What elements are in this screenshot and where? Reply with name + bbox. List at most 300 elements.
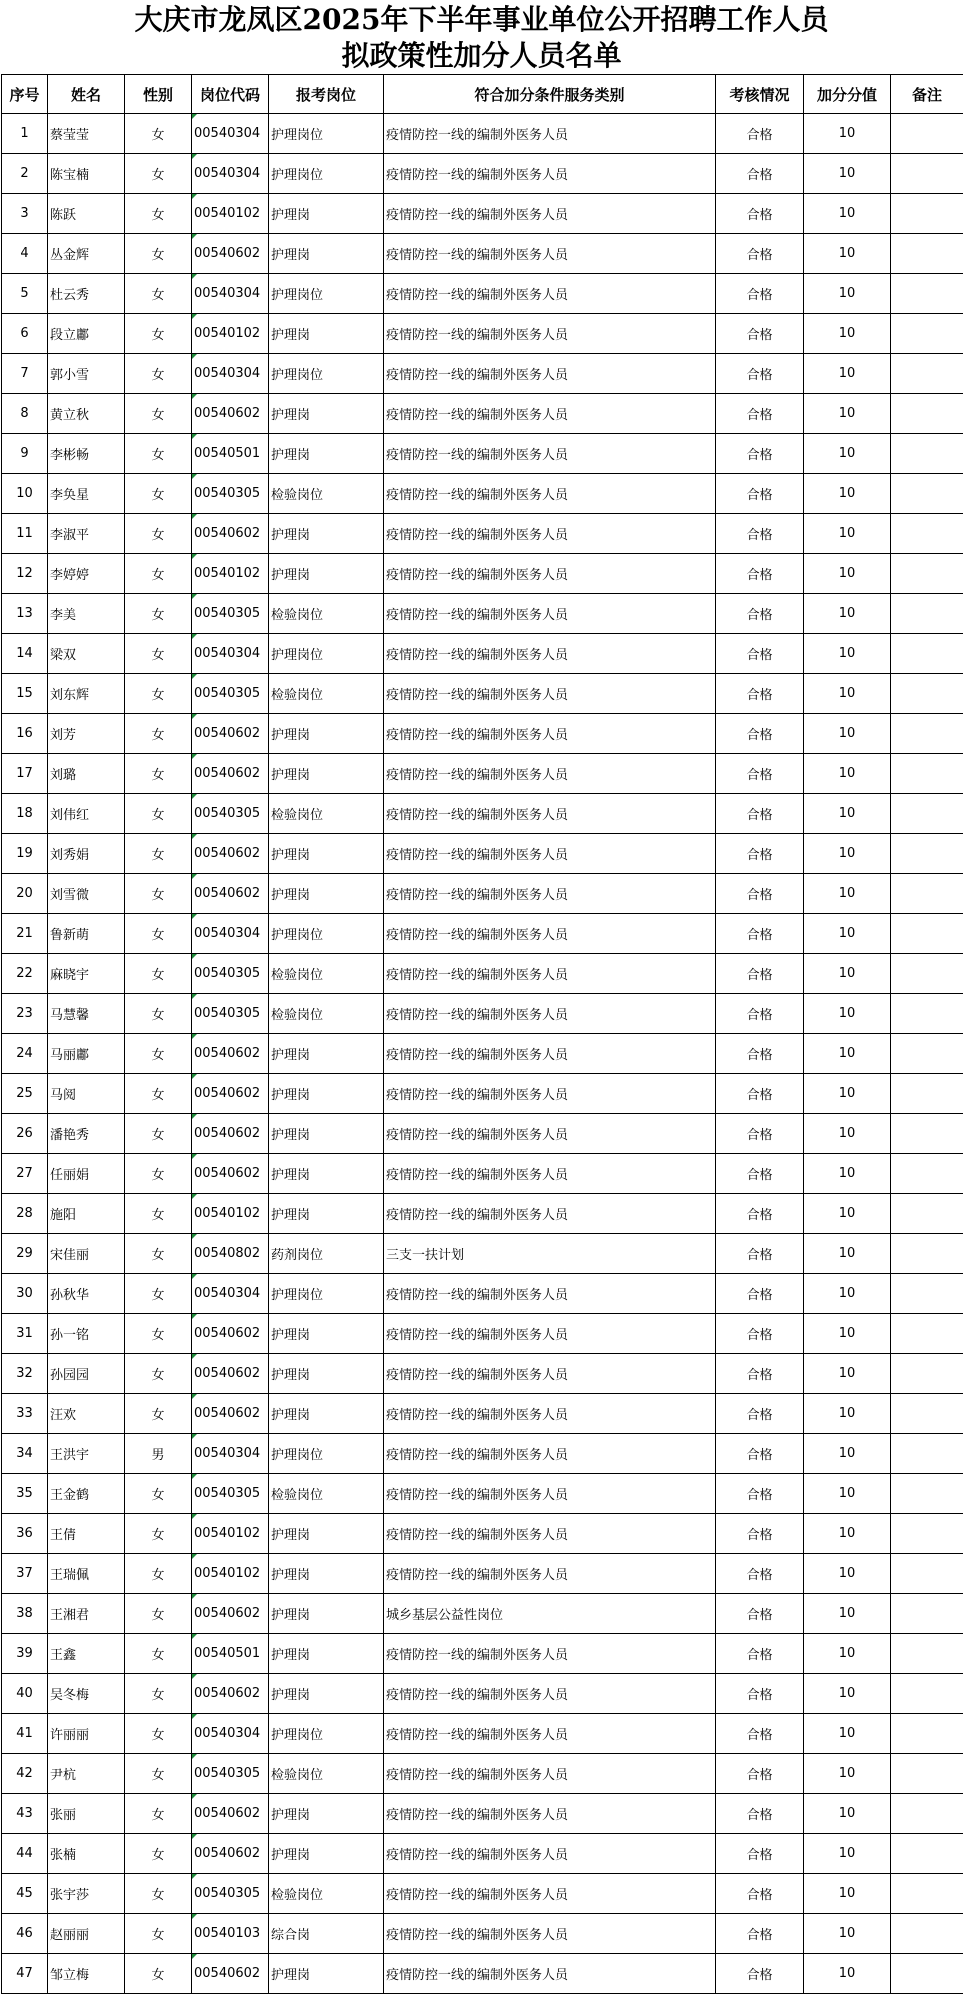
cell-applied-post: 护理岗 [269, 1314, 384, 1354]
cell-applied-post: 护理岗位 [269, 154, 384, 194]
header-post-code: 岗位代码 [192, 75, 269, 114]
cell-remarks [891, 1154, 963, 1194]
cell-bonus-points: 10 [804, 154, 891, 194]
cell-gender: 女 [125, 1314, 192, 1354]
cell-assessment: 合格 [716, 1074, 804, 1114]
table-row [2, 314, 963, 354]
cell-assessment: 合格 [716, 634, 804, 674]
table-row [2, 1634, 963, 1674]
cell-assessment: 合格 [716, 1154, 804, 1194]
cell-name: 尹杭 [48, 1754, 125, 1794]
cell-gender: 女 [125, 474, 192, 514]
table-row [2, 794, 963, 834]
cell-assessment: 合格 [716, 1434, 804, 1474]
cell-remarks [891, 1394, 963, 1434]
cell-assessment: 合格 [716, 434, 804, 474]
cell-applied-post: 护理岗 [269, 554, 384, 594]
table-row [2, 1674, 963, 1714]
cell-remarks [891, 1514, 963, 1554]
cell-applied-post: 护理岗位 [269, 354, 384, 394]
cell-seq: 1 [2, 114, 48, 154]
cell-post-code: 00540305 [192, 1474, 269, 1514]
cell-name: 李美 [48, 594, 125, 634]
cell-name: 陈宝楠 [48, 154, 125, 194]
table-row [2, 954, 963, 994]
cell-seq: 12 [2, 554, 48, 594]
cell-applied-post: 护理岗 [269, 1554, 384, 1594]
cell-remarks [891, 634, 963, 674]
cell-bonus-points: 10 [804, 1674, 891, 1714]
cell-post-code: 00540802 [192, 1234, 269, 1274]
cell-remarks [891, 1714, 963, 1754]
cell-assessment: 合格 [716, 1834, 804, 1874]
cell-seq: 25 [2, 1074, 48, 1114]
cell-post-code: 00540602 [192, 1074, 269, 1114]
cell-remarks [891, 1794, 963, 1834]
cell-applied-post: 护理岗位 [269, 114, 384, 154]
cell-name: 汪欢 [48, 1394, 125, 1434]
cell-gender: 女 [125, 1594, 192, 1634]
table-row [2, 994, 963, 1034]
table-row [2, 1034, 963, 1074]
cell-post-code: 00540102 [192, 1194, 269, 1234]
cell-name: 王倩 [48, 1514, 125, 1554]
cell-assessment: 合格 [716, 1754, 804, 1794]
cell-post-code: 00540305 [192, 954, 269, 994]
cell-assessment: 合格 [716, 1794, 804, 1834]
cell-assessment: 合格 [716, 1274, 804, 1314]
cell-gender: 男 [125, 1434, 192, 1474]
cell-bonus-points: 10 [804, 1074, 891, 1114]
table-row [2, 194, 963, 234]
cell-gender: 女 [125, 634, 192, 674]
cell-service-category: 疫情防控一线的编制外医务人员 [384, 514, 716, 554]
cell-remarks [891, 1034, 963, 1074]
cell-bonus-points: 10 [804, 1954, 891, 1994]
table-row [2, 1394, 963, 1434]
cell-gender: 女 [125, 1114, 192, 1154]
cell-remarks [891, 914, 963, 954]
cell-remarks [891, 114, 963, 154]
cell-service-category: 疫情防控一线的编制外医务人员 [384, 1394, 716, 1434]
cell-gender: 女 [125, 114, 192, 154]
cell-gender: 女 [125, 754, 192, 794]
cell-service-category: 疫情防控一线的编制外医务人员 [384, 754, 716, 794]
cell-post-code: 00540304 [192, 1714, 269, 1754]
header-bonus-points: 加分分值 [804, 75, 891, 114]
cell-service-category: 疫情防控一线的编制外医务人员 [384, 1754, 716, 1794]
cell-post-code: 00540305 [192, 1874, 269, 1914]
cell-remarks [891, 994, 963, 1034]
cell-bonus-points: 10 [804, 314, 891, 354]
cell-bonus-points: 10 [804, 1594, 891, 1634]
cell-name: 王湘君 [48, 1594, 125, 1634]
cell-post-code: 00540102 [192, 554, 269, 594]
header-assessment: 考核情况 [716, 75, 804, 114]
cell-name: 刘雪微 [48, 874, 125, 914]
cell-applied-post: 护理岗位 [269, 634, 384, 674]
cell-remarks [891, 314, 963, 354]
cell-applied-post: 护理岗 [269, 1794, 384, 1834]
cell-post-code: 00540602 [192, 1114, 269, 1154]
table-row [2, 154, 963, 194]
cell-bonus-points: 10 [804, 1754, 891, 1794]
cell-seq: 3 [2, 194, 48, 234]
cell-seq: 34 [2, 1434, 48, 1474]
cell-gender: 女 [125, 794, 192, 834]
cell-bonus-points: 10 [804, 1114, 891, 1154]
cell-applied-post: 护理岗 [269, 874, 384, 914]
cell-name: 刘璐 [48, 754, 125, 794]
cell-bonus-points: 10 [804, 434, 891, 474]
cell-gender: 女 [125, 1874, 192, 1914]
cell-remarks [891, 1554, 963, 1594]
cell-name: 吴冬梅 [48, 1674, 125, 1714]
cell-service-category: 疫情防控一线的编制外医务人员 [384, 1274, 716, 1314]
cell-name: 马阅 [48, 1074, 125, 1114]
cell-bonus-points: 10 [804, 1154, 891, 1194]
cell-name: 马慧馨 [48, 994, 125, 1034]
cell-gender: 女 [125, 1514, 192, 1554]
cell-post-code: 00540602 [192, 874, 269, 914]
cell-remarks [891, 954, 963, 994]
cell-post-code: 00540501 [192, 1634, 269, 1674]
table-row [2, 354, 963, 394]
cell-bonus-points: 10 [804, 834, 891, 874]
table-row [2, 1794, 963, 1834]
cell-post-code: 00540602 [192, 1314, 269, 1354]
cell-seq: 38 [2, 1594, 48, 1634]
table-row [2, 1474, 963, 1514]
cell-assessment: 合格 [716, 1954, 804, 1994]
cell-seq: 4 [2, 234, 48, 274]
cell-name: 刘东辉 [48, 674, 125, 714]
cell-name: 刘芳 [48, 714, 125, 754]
cell-post-code: 00540304 [192, 1274, 269, 1314]
cell-gender: 女 [125, 1914, 192, 1954]
cell-bonus-points: 10 [804, 1314, 891, 1354]
cell-post-code: 00540602 [192, 1154, 269, 1194]
cell-seq: 20 [2, 874, 48, 914]
cell-bonus-points: 10 [804, 1914, 891, 1954]
cell-seq: 46 [2, 1914, 48, 1954]
cell-gender: 女 [125, 1754, 192, 1794]
cell-remarks [891, 1674, 963, 1714]
cell-service-category: 城乡基层公益性岗位 [384, 1594, 716, 1634]
cell-service-category: 疫情防控一线的编制外医务人员 [384, 1874, 716, 1914]
cell-applied-post: 综合岗 [269, 1914, 384, 1954]
cell-post-code: 00540602 [192, 1594, 269, 1634]
cell-post-code: 00540304 [192, 274, 269, 314]
cell-post-code: 00540304 [192, 914, 269, 954]
cell-seq: 8 [2, 394, 48, 434]
cell-remarks [891, 234, 963, 274]
cell-applied-post: 护理岗 [269, 834, 384, 874]
cell-post-code: 00540304 [192, 154, 269, 194]
cell-applied-post: 护理岗 [269, 1354, 384, 1394]
cell-service-category: 疫情防控一线的编制外医务人员 [384, 834, 716, 874]
cell-post-code: 00540602 [192, 1954, 269, 1994]
cell-service-category: 疫情防控一线的编制外医务人员 [384, 1714, 716, 1754]
cell-seq: 41 [2, 1714, 48, 1754]
cell-service-category: 疫情防控一线的编制外医务人员 [384, 474, 716, 514]
table-row [2, 1874, 963, 1914]
cell-service-category: 疫情防控一线的编制外医务人员 [384, 554, 716, 594]
cell-gender: 女 [125, 1714, 192, 1754]
cell-name: 麻晓宇 [48, 954, 125, 994]
cell-name: 施阳 [48, 1194, 125, 1234]
cell-assessment: 合格 [716, 754, 804, 794]
cell-service-category: 疫情防控一线的编制外医务人员 [384, 1114, 716, 1154]
table-row [2, 714, 963, 754]
cell-seq: 32 [2, 1354, 48, 1394]
cell-bonus-points: 10 [804, 1634, 891, 1674]
cell-post-code: 00540602 [192, 1834, 269, 1874]
cell-remarks [891, 1234, 963, 1274]
cell-remarks [891, 1114, 963, 1154]
table-row [2, 1754, 963, 1794]
cell-remarks [891, 154, 963, 194]
cell-name: 张丽 [48, 1794, 125, 1834]
cell-seq: 37 [2, 1554, 48, 1594]
cell-gender: 女 [125, 1074, 192, 1114]
cell-name: 赵丽丽 [48, 1914, 125, 1954]
cell-gender: 女 [125, 714, 192, 754]
cell-applied-post: 护理岗 [269, 1834, 384, 1874]
cell-assessment: 合格 [716, 1714, 804, 1754]
cell-seq: 44 [2, 1834, 48, 1874]
cell-bonus-points: 10 [804, 1274, 891, 1314]
cell-seq: 18 [2, 794, 48, 834]
cell-name: 梁双 [48, 634, 125, 674]
table-row [2, 474, 963, 514]
cell-name: 蔡莹莹 [48, 114, 125, 154]
cell-gender: 女 [125, 1234, 192, 1274]
cell-bonus-points: 10 [804, 1874, 891, 1914]
cell-name: 王瑞佩 [48, 1554, 125, 1594]
cell-remarks [891, 1874, 963, 1914]
cell-applied-post: 护理岗位 [269, 914, 384, 954]
cell-assessment: 合格 [716, 594, 804, 634]
cell-seq: 45 [2, 1874, 48, 1914]
cell-post-code: 00540305 [192, 794, 269, 834]
cell-assessment: 合格 [716, 1594, 804, 1634]
cell-applied-post: 护理岗 [269, 1034, 384, 1074]
cell-assessment: 合格 [716, 394, 804, 434]
cell-applied-post: 护理岗位 [269, 1274, 384, 1314]
cell-remarks [891, 1834, 963, 1874]
cell-post-code: 00540304 [192, 634, 269, 674]
cell-service-category: 疫情防控一线的编制外医务人员 [384, 1914, 716, 1954]
cell-remarks [891, 594, 963, 634]
cell-applied-post: 护理岗 [269, 1154, 384, 1194]
cell-seq: 7 [2, 354, 48, 394]
page-title: 大庆市龙凤区2025年下半年事业单位公开招聘工作人员 [0, 2, 963, 38]
header-remarks: 备注 [891, 75, 963, 114]
cell-assessment: 合格 [716, 834, 804, 874]
cell-name: 王鑫 [48, 1634, 125, 1674]
cell-assessment: 合格 [716, 954, 804, 994]
table-row [2, 834, 963, 874]
cell-applied-post: 检验岗位 [269, 1474, 384, 1514]
table-row [2, 274, 963, 314]
cell-bonus-points: 10 [804, 674, 891, 714]
cell-applied-post: 护理岗 [269, 234, 384, 274]
cell-seq: 5 [2, 274, 48, 314]
cell-seq: 36 [2, 1514, 48, 1554]
cell-remarks [891, 1594, 963, 1634]
cell-seq: 21 [2, 914, 48, 954]
cell-gender: 女 [125, 514, 192, 554]
cell-assessment: 合格 [716, 314, 804, 354]
cell-assessment: 合格 [716, 514, 804, 554]
cell-bonus-points: 10 [804, 194, 891, 234]
cell-applied-post: 护理岗 [269, 1674, 384, 1714]
table-row [2, 1954, 963, 1994]
cell-service-category: 疫情防控一线的编制外医务人员 [384, 154, 716, 194]
cell-post-code: 00540304 [192, 1434, 269, 1474]
cell-post-code: 00540305 [192, 474, 269, 514]
table-row [2, 754, 963, 794]
cell-remarks [891, 1354, 963, 1394]
cell-assessment: 合格 [716, 1234, 804, 1274]
cell-gender: 女 [125, 1954, 192, 1994]
cell-applied-post: 检验岗位 [269, 954, 384, 994]
cell-remarks [891, 354, 963, 394]
header-applied-post: 报考岗位 [269, 75, 384, 114]
cell-gender: 女 [125, 954, 192, 994]
cell-bonus-points: 10 [804, 1834, 891, 1874]
cell-seq: 47 [2, 1954, 48, 1994]
cell-applied-post: 护理岗 [269, 514, 384, 554]
cell-service-category: 疫情防控一线的编制外医务人员 [384, 394, 716, 434]
cell-post-code: 00540602 [192, 754, 269, 794]
table-row [2, 434, 963, 474]
cell-service-category: 疫情防控一线的编制外医务人员 [384, 354, 716, 394]
cell-gender: 女 [125, 1034, 192, 1074]
cell-name: 宋佳丽 [48, 1234, 125, 1274]
cell-applied-post: 检验岗位 [269, 1874, 384, 1914]
cell-applied-post: 护理岗 [269, 434, 384, 474]
cell-remarks [891, 834, 963, 874]
cell-name: 李婷婷 [48, 554, 125, 594]
cell-post-code: 00540304 [192, 114, 269, 154]
header-name: 姓名 [48, 75, 125, 114]
table-row [2, 634, 963, 674]
cell-applied-post: 检验岗位 [269, 794, 384, 834]
cell-name: 刘伟红 [48, 794, 125, 834]
cell-applied-post: 护理岗 [269, 1114, 384, 1154]
cell-gender: 女 [125, 594, 192, 634]
table-body [2, 114, 963, 1994]
cell-assessment: 合格 [716, 1314, 804, 1354]
cell-seq: 27 [2, 1154, 48, 1194]
cell-name: 张楠 [48, 1834, 125, 1874]
cell-gender: 女 [125, 834, 192, 874]
cell-service-category: 疫情防控一线的编制外医务人员 [384, 994, 716, 1034]
cell-seq: 11 [2, 514, 48, 554]
cell-gender: 女 [125, 394, 192, 434]
table-row [2, 234, 963, 274]
cell-gender: 女 [125, 274, 192, 314]
cell-applied-post: 药剂岗位 [269, 1234, 384, 1274]
cell-service-category: 疫情防控一线的编制外医务人员 [384, 874, 716, 914]
cell-seq: 24 [2, 1034, 48, 1074]
cell-bonus-points: 10 [804, 874, 891, 914]
cell-gender: 女 [125, 1154, 192, 1194]
cell-gender: 女 [125, 1474, 192, 1514]
cell-assessment: 合格 [716, 674, 804, 714]
cell-name: 陈跃 [48, 194, 125, 234]
cell-name: 孙秋华 [48, 1274, 125, 1314]
table-row [2, 114, 963, 154]
cell-name: 杜云秀 [48, 274, 125, 314]
cell-assessment: 合格 [716, 194, 804, 234]
cell-bonus-points: 10 [804, 474, 891, 514]
table-row [2, 914, 963, 954]
table-row [2, 1914, 963, 1954]
cell-bonus-points: 10 [804, 1514, 891, 1554]
cell-seq: 2 [2, 154, 48, 194]
cell-name: 王金鹤 [48, 1474, 125, 1514]
cell-gender: 女 [125, 1354, 192, 1394]
cell-bonus-points: 10 [804, 1394, 891, 1434]
cell-bonus-points: 10 [804, 594, 891, 634]
cell-gender: 女 [125, 234, 192, 274]
cell-bonus-points: 10 [804, 1794, 891, 1834]
cell-applied-post: 护理岗 [269, 1634, 384, 1674]
cell-post-code: 00540305 [192, 1754, 269, 1794]
cell-gender: 女 [125, 554, 192, 594]
cell-gender: 女 [125, 914, 192, 954]
cell-service-category: 疫情防控一线的编制外医务人员 [384, 1634, 716, 1674]
cell-seq: 13 [2, 594, 48, 634]
table-row [2, 674, 963, 714]
cell-applied-post: 护理岗位 [269, 1434, 384, 1474]
table-row [2, 1554, 963, 1594]
cell-post-code: 00540102 [192, 194, 269, 234]
cell-applied-post: 护理岗 [269, 314, 384, 354]
cell-gender: 女 [125, 994, 192, 1034]
cell-assessment: 合格 [716, 1554, 804, 1594]
cell-assessment: 合格 [716, 354, 804, 394]
cell-assessment: 合格 [716, 554, 804, 594]
cell-remarks [891, 394, 963, 434]
cell-bonus-points: 10 [804, 1554, 891, 1594]
cell-seq: 23 [2, 994, 48, 1034]
cell-seq: 28 [2, 1194, 48, 1234]
cell-assessment: 合格 [716, 874, 804, 914]
cell-seq: 19 [2, 834, 48, 874]
cell-service-category: 疫情防控一线的编制外医务人员 [384, 1314, 716, 1354]
cell-bonus-points: 10 [804, 114, 891, 154]
cell-name: 丛金辉 [48, 234, 125, 274]
cell-assessment: 合格 [716, 234, 804, 274]
cell-remarks [891, 1434, 963, 1474]
cell-name: 任丽娟 [48, 1154, 125, 1194]
cell-seq: 30 [2, 1274, 48, 1314]
cell-bonus-points: 10 [804, 914, 891, 954]
cell-service-category: 疫情防控一线的编制外医务人员 [384, 1674, 716, 1714]
cell-service-category: 疫情防控一线的编制外医务人员 [384, 674, 716, 714]
cell-gender: 女 [125, 1554, 192, 1594]
cell-seq: 26 [2, 1114, 48, 1154]
cell-applied-post: 护理岗 [269, 1594, 384, 1634]
cell-bonus-points: 10 [804, 1714, 891, 1754]
cell-applied-post: 护理岗 [269, 1394, 384, 1434]
cell-gender: 女 [125, 1394, 192, 1434]
cell-remarks [891, 794, 963, 834]
